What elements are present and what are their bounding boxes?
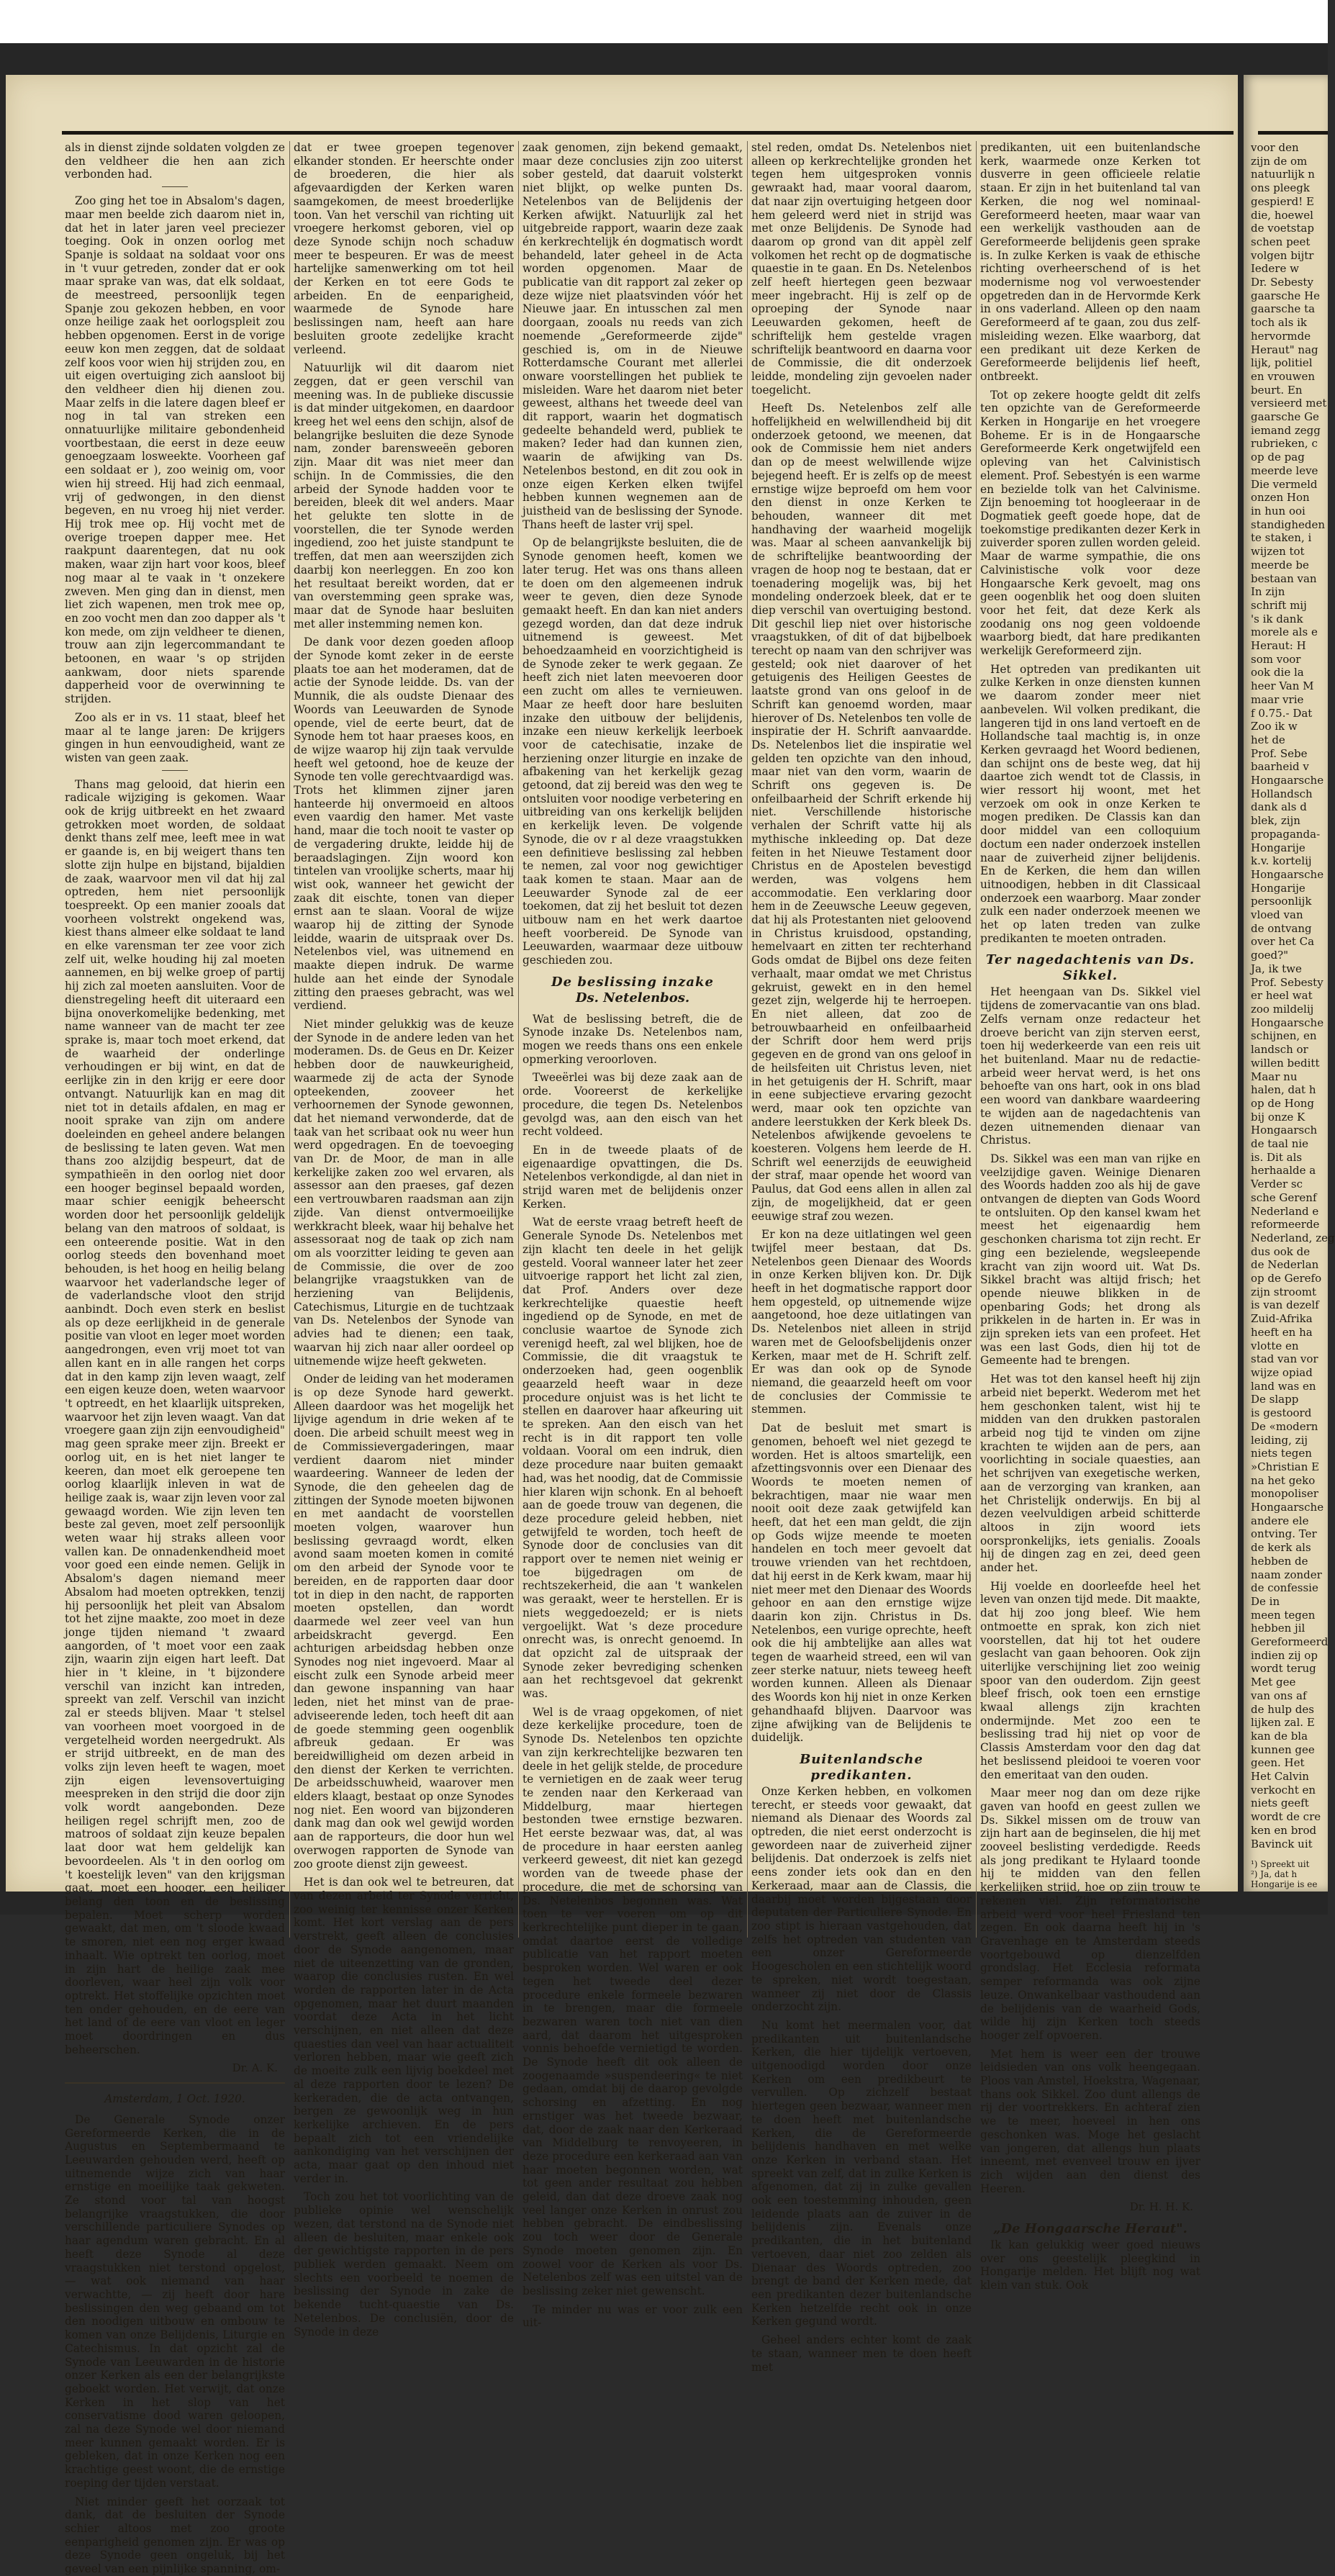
col4-paragraph: Heeft Ds. Netelenbos zelf alle hoffelijkheid en welwillendheid bij dit onderzoek getoond, we meenen, dat ook de Commissie hem niet anders dan op de meest welwillende wijze bejegend heeft. Er is zelfs op de meest ernstige wijze beproefd om hem voor den dienst in onze Kerken te behouden, wanneer dit met handhaving der waarheid mogelijk was. Maar al scheen aanvankelijk bij de schriftelijke beantwoording der vragen de hoop nog te bestaan, dat er toenadering mogelijk was, bij het mondeling onderzoek bleek, dat er te diep verschil van overtuiging bestond. Dit geschil liep niet over historische vraagstukken, of dit of dat bijbelboek terecht op naam van den schrijver was gesteld; ook niet daarover of het getuigenis des Heiligen Geestes de laatste grond van ons geloof in de Schrift kan genoemd worden, maar hierover of Ds. Netelenbos ten volle de inspiratie der H. Schrift aanvaardde. Ds. Netelenbos liet die inspiratie wel gelden ten opzichte van den inhoud, maar niet van den vorm, waarin de Schrift ons gegeven is. De onfeilbaarheid der Schrift erkende hij niet. Verschillende historische verhalen der Schrift vatte hij als mythische inkleeding op. Dat deze feiten in het Nieuwe Testament door Christus en de Apostelen bevestigd werden, was volgens hem accommodatie. Een verklaring door hem in de Zeeuwsche Leeuw gegeven, dat hij als Protestanten niet geloovend in Christus kruisdood, opstanding, hemelvaart en zitten ter rechterhand Gods omdat de Bijbel ons deze feiten verhaalt, maar omdat we met Christus gekruist, gewekt en in den hemel gezet zijn, welgerde hij te herroepen. En niet alleen, dat zoo de betrouwbaarheid en onfeilbaarheid der Schrift door hem werd prijs gegeven en de grond van ons geloof in de heilsfeiten uit Christus leven, niet in het getuigenis der H. Schrift, maar in eene subjectieve ervaring gezocht werd, maar ook ten opzichte van andere leerstukken der Kerk bleek Ds. Netelenbos afwijkende gevoelens te koesteren. Volgens hem leerde de H. Schrift wel eenerzijds de eeuwigheid der straf, maar opende het woord van Paulus, dat God eens allen in allen zal zijn, de mogelijkheid, dat er geen eeuwige straf zou wezen. bbox=[751, 402, 972, 1223]
col4-paragraph: stel reden, omdat Ds. Netelenbos niet alleen op kerkrechtelijke gronden het tegen hem uitgesproken vonnis gewraakt had, maar vooral daarom, dat naar zijn overtuiging hetgeen door hem geleerd werd niet in strijd was met onze Belijdenis. De Synode had daarom op grond van dit appèl zelf volkomen het recht op de dogmatische quaestie in te gaan. En Ds. Netelenbos zelf heeft hiertegen geen bezwaar meer ingebracht. Hij is zelf op de oproeping der Synode naar Leeuwarden gekomen, heeft de schriftelijk hem gestelde vragen schriftelijk beantwoord en daarna voor de Commissie, die dit onderzoek leidde, mondeling zijn gevoelen nader toegelicht. bbox=[751, 141, 972, 397]
col5-paragraph: Maar meer nog dan om deze rijke gaven van hoofd en geest zullen we Ds. Sikkel missen om de trouw van zijn hart aan de beginselen, die hij met zooveel beslisting verdedigde. Reeds als jong predikant te Hylaard toonde hij te midden van den fellen kerkelijken strijd, hoe op zijn trouw te rekenen viel. Zijn reformatorische arbeid werd voor heel Friesland ten zegen. En ook daarna heeft hij in 's Gravenhage en te Amsterdam steeds voortgebouwd op dienzelfden grondslag. Het Ecclesia reformata semper reformanda was ook zijne leuze. Onwankelbaar vasthoudend aan de belijdenis van de waarheid Gods, wilde hij zijn Kerken toch steeds hooger zelf opvoeren. bbox=[980, 1786, 1200, 2042]
fragment-line: hervormde bbox=[1251, 329, 1311, 343]
fragment-line: reformeerde bbox=[1251, 1218, 1320, 1231]
fragment-line: meerde leve bbox=[1251, 464, 1318, 477]
col1-paragraph: Thans mag gelooid, dat hierin een radicale wijziging is gekomen. Waar ook de krijg uitbreekt en het zwaard getrokken moet worden, de soldaat denkt thans zelf mee, leeft mee in wat er gaande is, en bij weigert thans ten slotte zijn hulpe en bijstand, bijaldien de zaak, waarvoor men vil dat hij zal optreden, hem niet persoonlijk toespreekt. Op een manier zooals dat voorheen volstrekt ongekend was, kiest thans almeer elke soldaat te land en elke varensman ter zee voor zich zelf uit, welke houding hij zal moeten aannemen, en bij welke groep of partij hij zich zal moeten aansluiten. Voor de dienstregeling heeft dit uiteraard een bijna onoverkomelijke bedenking, met name wanneer van de macht ter zee sprake is, maar toch moet erkend, dat de waarheid der onderlinge verhoudingen er bij wint, en dat de eerlijke zin in den krijg er eere door ontvangt. Natuurlijk kan en mag dit niet tot in details afdalen, en mag er nooit sprake van zijn om andere doeleinden en geheel andere belangen de beslissing te laten geven. Wat men thans zoo alzijdig bespeurt, dat de sympathieën in den oorlog niet door een hooger beginsel bepaald worden, maar schier eenigjk beheerscht worden door het persoonlijk geldelijk belang van den matroos of soldaat, is een onteerende positie. Wat in den oorlog steeds den bovenhand moet behouden, is het hoog en heilig belang waarvoor het vaderlandsche leger of de vaderlandsche vloot den strijd aanbindt. Doch even sterk en beslist als op deze eerlijkheid in de generale positie van vloot en leger moet worden aangedrongen, even vrij moet tot van allen kant en in alle rangen het corps dat in den kamp zijn leven waagt, zelf een eigen keuze doen, weten waarvoor 't optreedt, en het klaarlijk uitspreken, waarvoor het zijn leven waagt. Van dat vroegere gaan zijn zijn eenvoudigheid" mag geen sprake meer zijn. Breekt er oorlog uit, en is het niet langer te keeren, dan moet elk geroepene ten oorlog klaarlijk inleven in wat de heilige zaak is, waar zijn leven voor zal gewaagd worden. Wie zijn leven ten beste zal geven, moet zelf persoonlijk weten waar hij straks alleen voor vallen kan. De onnadenkendheid moet voor goed een einde nemen. Gelijk in Absalom's dagen niemand meer Absalom had moeten optrekken, tenzij hij persoonlijk het pleit van Absalom tot het zijne maakte, zoo moet in deze jonge tijden niemand 't zwaard aangorden, of 't moet voor een zaak zijn, waarin zijn eigen hart leeft. Dat hier in 't kleine, in 't bijzondere verschil van inzicht kan intreden, spreekt van zelf. Verschil van inzicht zal er steeds blijven. Maar 't stelsel van voorheen moet voorgoed in de vergetelheid worden neergedrukt. Als er strijd uitbreekt, en de man des volks zijn leven heeft te wagen, moet zijn eigen levensovertuiging meespreken in den strijd die door zijn volk wordt aangebonden. Deze heiligen regel schrijft men, zoo de matroos of soldaat zijn keuze bepalen laat door wat hem geldelijk kan bevoordeelen. Als 't in den oorlog om 't koestelijk leven" van den krijgsman gaat, moet een hooger, een heiliger belang den toon en de beslissing bepalen. Moet scherp worden gewaakt, dat men, om 't sloode kwaad te smoren, niet een nog erger kwaad inhaalt. Wie optrekt ten oorlog, moet in zijn hart de heilige zaak mee doorleven, waar heel zijn volk voor optrekt. Het stoffelijke opzichten moet ten onder gehouden, en de eere van het land of de eere van vloot en leger moet doordringen en dus beheerschen. bbox=[65, 777, 285, 2056]
col2-paragraph: De dank voor dezen goeden afloop der Synode komt zeker in de eerste plaats toe aan het moderamen, dat de actie der Synode leidde. Ds. van der Munnik, die als oudste Dienaar des Woords van Leeuwarden de Synode opende, viel de eerte beurt, dat de Synode hem tot haar praeses koos, en de wijze waarop hij zijn taak vervulde heeft wel getoond, hoe de keuze der Synode ten volle gerechtvaardigd was. Trots het klimmen zijner jaren hanteerde hij onvermoeid en altoos even vaardig den hamer. Met vaste hand, maar die toch nooit te vaster op de vergadering drukte, leidde hij de beraadslagingen. Zijn woord kon tintelen van vroolijke scherts, maar hij wist ook, wanneer het gewicht der zaak dit eischte, tonen van dieper ernst aan te slaan. Vooral de wijze waarop hij de zitting der Synode leidde, waarin de uitspraak over Ds. Netelenbos viel, was uitnemend en maakte diepen indruk. De warme hulde aan het einde der Synodale zitting den praeses gebracht, was wel verdiend. bbox=[294, 636, 514, 1013]
col2-paragraph: dat er twee groepen tegenover elkander stonden. Er heerschte onder de broederen, die hier als afgevaardigden der Kerken waren saamgekomen, de meest broederlijke toon. Van het verschil van richting uit vroegere herkomst geboren, viel op deze Synode schijn noch schaduw meer te bespeuren. Er was de meest hartelijke samenwerking om tot heil der Kerken en tot eere Gods te arbeiden. En de eenparigheid, waarmede de Synode hare beslissingen nam, heeft aan hare besluiten groote zedelijke kracht verleend. bbox=[294, 141, 514, 356]
column-rule bbox=[518, 141, 519, 1938]
adjacent-page-fragment bbox=[1244, 75, 1335, 1892]
fragment-line: persoonlijk bbox=[1251, 895, 1312, 908]
section-title: Buitenlandsche predikanten. bbox=[800, 1751, 923, 1783]
fragment-line: is gestoord bbox=[1251, 1406, 1312, 1420]
col5-paragraph: Ds. Sikkel was een man van rijke en veelzijdige gaven. Weinige Dienaren des Woords hadden zoo als hij de gave ontvangen de diepten van Gods Woord te ontsluiten. Op den kansel kwam het meest het eigenaardig hem geschonken charisma tot zijn recht. Er ging een bezielende, wegsleepende kracht van zijn woord uit. Wat Ds. Sikkel bracht was altijd frisch; het opende nieuwe blikken in de openbaring Gods; het drong als prikkelen in de harten in. Er was in zijn spreken iets van een profeet. Het was een last Gods, dien hij tot de Gemeente had te brengen. bbox=[980, 1152, 1200, 1368]
fragment-line: meen tegen bbox=[1251, 1608, 1316, 1622]
fragment-line: standigheden bbox=[1251, 518, 1326, 531]
fragment-line: wijze opiad bbox=[1251, 1365, 1313, 1379]
fragment-line: gespierd! E bbox=[1251, 194, 1314, 208]
fragment-line: wordt de cre bbox=[1251, 1810, 1321, 1824]
dateline: Amsterdam, 1 Oct. 1920. bbox=[104, 2092, 245, 2106]
fragment-line: naam zonder bbox=[1251, 1568, 1322, 1581]
fragment-line: gaarsche ta bbox=[1251, 302, 1316, 316]
col3-paragraph: Wat de eerste vraag betreft heeft de Generale Synode Ds. Netelenbos met zijn klacht ten deele in het gelijk gesteld. Vooral wanneer later het zeer uitvoerige rapport het licht zal zien, dat Prof. Anders over deze kerkrechtelijke quaestie heeft ingediend op de Synode, en met de conclusie waartoe de Synode zich verenigd heeft, zal wel blijken, hoe de Commissie, die dit vraagstuk te onderzoeken had, geen oogenblik geaarzeld heeft waar in deze procedure onjuist was is het licht te stellen en daarover haar afkeuring uit te spreken. Aan den eisch van het recht is in dit rapport ten volle voldaan. Vooral om een indruk, dien deze procedure naar buiten gemaakt had, was het noodig, dat de Commissie hier klaren wijn schonk. En al behoeft aan de goede trouw van degenen, die deze procedure geleid hebben, niet getwijfeld te worden, toch heeft de Synode door de conclusies van dit rapport over te nemen niet weinig er toe bijgedragen om de rechtszekerheid, die aan 't wankelen was geraakt, weer te herstellen. Er is niets weggedoezeld; er is niets vergoelijkt. Wat 's deze procedure onrecht was, is onrecht genoemd. In dat opzicht zal de uitspraak der Synode zeker bevrediging schenken aan het rechtsgevoel dat gekrenkt was. bbox=[522, 1216, 743, 1701]
fragment-line: natuurlijk n bbox=[1251, 168, 1315, 181]
fragment-line: de Nederlan bbox=[1251, 1258, 1319, 1272]
fragment-line: maar vrie bbox=[1251, 692, 1304, 706]
separator bbox=[162, 770, 188, 771]
column-2 bbox=[294, 141, 514, 2338]
fragment-line: Het Calvin bbox=[1251, 1770, 1309, 1784]
fragment-line: indien zij op bbox=[1251, 1648, 1318, 1662]
col5-paragraph: predikanten, uit een buitenlandsche kerk, waarmede onze Kerken tot dusverre in geen officieele relatie staan. Er zijn in het buitenland tal van Kerken, die nog wel nominaal-Gereformeerd heeten, maar waar van een werkelijk vasthouden aan de Gereformeerde belijdenis geen sprake is. In zulke Kerken is vaak de ethische richting overheerschend of is het modernisme nog vol verwoestender opgetreden dan in de Hervormde Kerk in ons vaderland. Alleen op den naam Gereformeerd af te gaan, zou dus zelf-misleiding wezen. Elke waarborg, dat een predikant uit deze Kerken de Gereformeerde belijdenis lief heeft, ontbreekt. bbox=[980, 141, 1200, 383]
fragment-line: De «modern bbox=[1251, 1419, 1318, 1433]
fragment-line: wijzen tot bbox=[1251, 545, 1305, 559]
fragment-line: op de Hong bbox=[1251, 1096, 1315, 1110]
fragment-line: kunnen gee bbox=[1251, 1743, 1315, 1756]
fragment-line: hebben de bbox=[1251, 1554, 1308, 1568]
fragment-line: versieerd met bbox=[1251, 397, 1327, 410]
fragment-line: De slapp bbox=[1251, 1393, 1299, 1406]
fragment-line: Iedere w bbox=[1251, 262, 1299, 276]
fragment-line: Ja, ik twe bbox=[1251, 962, 1302, 975]
article-signature: Dr. A. K. bbox=[232, 2061, 278, 2075]
fragment-line: k.v. kortelij bbox=[1251, 854, 1312, 868]
fragment-line: Hongaarsche bbox=[1251, 867, 1324, 881]
fragment-line: Heraut: H bbox=[1251, 639, 1306, 653]
fragment-line: Hongarije bbox=[1251, 881, 1305, 895]
column-1 bbox=[65, 141, 285, 2576]
fragment-line: Hongaarsch bbox=[1251, 1124, 1318, 1137]
fragment-line: vloed van bbox=[1251, 908, 1303, 922]
fragment-line: bestaan van bbox=[1251, 571, 1317, 585]
fragment-line: In zijn bbox=[1251, 585, 1285, 599]
fragment-line: monopoliser bbox=[1251, 1487, 1318, 1501]
fragment-line: ook die la bbox=[1251, 666, 1304, 679]
col4-paragraph: Geheel anders echter komt de zaak te staan, wanneer men te doen heeft met bbox=[751, 2333, 972, 2374]
footnotes bbox=[1251, 1859, 1323, 1889]
col3-paragraph: Wel is de vraag opgekomen, of niet deze kerkelijke procedure, toen de Synode Ds. Netelenbos ten opzichte van zijn kerkrechtelijke bezwaren ten deele in het gelijk stelde, de procedure te vernietigen en de zaak weer terug te zenden naar den Kerkeraad van Middelburg, maar hiertegen bestonden twee ernstige bezwaren. Het eerste bezwaar was, dat, al was de procedure in haar eersten aanleg verkeerd geweest, dit niet kan gezegd worden van de tweede phase der procedure, die met de schorsing van Ds. Netelenbos begonnen was. Wat toen te ver voeren om op dit kerkrechtelijke punt dieper in te gaan, omdat daartoe eerst de volledige publicatie van het rapport moeten besproken worden. Wel waren er ook tegen het tweede deel dezer procedure enkele formeele bezwaren in te brengen, maar die formeele bezwaren waren toch niet van dien aard, dat daarom het uitgesproken vonnis behoefde vernietigd te worden. De Synode heeft dit ook alleen de zoogenaamde »suspendeering« te niet gedaan, omdat bij de daarop gevolgde schorsing en afzetting. En nog ernstiger was het tweede bezwaar, dat, door de zaak naar den Kerkeraad van Middelburg te renvoyeeren, in deze procedure een kerkeraad aan van haar moeten begonnen worden, wat tot geen ander resultaat zou hebben geleid, dan dat deze droeve zaak nog veel langer onze Kerken in onrust zou hebben gebracht. De eindbeslissing zou toch weer door de Generale Synode moeten genomen zijn. En zoowel voor de Kerken als voor Ds. Netelenbos zelf was een uitstel van de beslissing zeker niet gewenscht. bbox=[522, 1705, 743, 2297]
fragment-line: Heraut" nag bbox=[1251, 343, 1318, 356]
fragment-line: op de Gerefo bbox=[1251, 1272, 1322, 1285]
fragment-line: vlotte en bbox=[1251, 1339, 1299, 1352]
fragment-line: ken en brod bbox=[1251, 1823, 1317, 1837]
fragment-line: leiding, zij bbox=[1251, 1433, 1308, 1447]
fragment-line: meerde be bbox=[1251, 558, 1309, 571]
fragment-line: som voor bbox=[1251, 652, 1301, 666]
col5-paragraph: Ik kan gelukkig weer goed nieuws over ons geestelijk pleegkind in Hongarije melden. Het blijft nog wat klein van stuk. Ook bbox=[980, 2238, 1200, 2292]
fragment-line: Verder sc bbox=[1251, 1178, 1303, 1191]
fragment-line: Gereformeerd bbox=[1251, 1635, 1329, 1649]
fragment-line: zijn stroomt bbox=[1251, 1285, 1316, 1298]
column-rule bbox=[976, 141, 977, 1938]
fragment-line: Hongaarsche bbox=[1251, 774, 1324, 787]
fragment-line: de ontvang bbox=[1251, 921, 1312, 935]
footnote-line: ²) Ja, dat h bbox=[1251, 1869, 1298, 1880]
fragment-line: dus ook de bbox=[1251, 1244, 1311, 1258]
col2-paragraph: Het is dan ook wel te betreuren, dat van dezen arbeid ter Synode verricht, zoo weinig ter kennisse onzer Kerken komt. Het kort verslag aan de pers verstrekt, geeft alleen de conclusies door de Synode aangenomen, maar niet de uiteenzetting van de gronden, waarop die conclusies rusten. En wel worden de rapporten later in de Acta opgenomen, maar het duurt maanden voordat deze Acta in het licht verschijnen, en niet alleen dat deze quaesties dan veel van haar actualiteit verloren hebben, maar wie geeft zich de moeite zulk een lijvig boekdeel met al deze rapporten door te lezen? De kerkeraden, die de acta ontvangen, bergen ze gewoonlijk weg in hun kerkelijke archieven. En de pers bepaalt zich tot een vriendelijke aankondiging van het verschijnen der acta, maar gaat op den inhoud niet verder in. bbox=[294, 1876, 514, 2185]
fragment-line: Zuid-Afrika bbox=[1251, 1312, 1313, 1326]
fragment-line: gaarsche He bbox=[1251, 289, 1321, 302]
fragment-line: beurt. En bbox=[1251, 383, 1303, 397]
col2-paragraph: Natuurlijk wil dit daarom niet zeggen, dat er geen verschil van meening was. In de publieke discussie is dat minder uitgekomen, en daardoor kreeg het wel eens den schijn, alsof de belangrijke besluiten die deze Synode nam, zonder barensweeën geboren zijn. Maar dit was niet meer dan schijn. In de Commissies, die den arbeid der Synode hadden voor te bereiden, bleek dit wel anders. Maar het gelukte ten slotte in de voorstellen, die ter Synode werden ingediend, zoo het juiste standpunt te treffen, dat men aan weerszijden zich daarbij kon neerleggen. En zoo kon het resultaat bereikt worden, dat er van overstemming geen sprake was, maar dat de Synode haar besluiten met aller instemming nemen kon. bbox=[294, 361, 514, 631]
fragment-line: er heel wat bbox=[1251, 989, 1313, 1003]
fragment-line: niets tegen bbox=[1251, 1447, 1312, 1460]
fragment-line: Nederland e bbox=[1251, 1204, 1319, 1218]
fragment-line: dank als d bbox=[1251, 800, 1307, 814]
fragment-line: de kerk als bbox=[1251, 1541, 1311, 1555]
fragment-line: Hollandsch bbox=[1251, 787, 1313, 800]
fragment-line: zoo mildelij bbox=[1251, 1003, 1314, 1016]
fragment-line: schijnen, en bbox=[1251, 1029, 1317, 1043]
col5-paragraph: Het was tot den kansel heeft hij zijn arbeid niet beperkt. Wederom met het hem geschonken talent, wist hij te midden van den drukken pastoralen arbeid nog tijd te vinden om zijne krachten te wijden aan de pers, aan voorlichting in sociale quaesties, aan het schrijven van exegetische werken, aan de verzorging van kranken, aan het Christelijk onderwijs. En bij al dezen veelvuldigen arbeid schitterde altoos in zijn woord iets oorspronkelijks, iets genialis. Zooals hij de dingen zag en zei, deed geen ander het. bbox=[980, 1373, 1200, 1575]
fragment-line: Hongarije bbox=[1251, 841, 1305, 854]
fragment-line: schrift mij bbox=[1251, 598, 1307, 612]
col3-paragraph: Tweeërlei was bij deze zaak aan de orde. Vooreerst de kerkelijke procedure, die tegen Ds. Netelenbos gevolgd was, aan den eisch van het recht voldeed. bbox=[522, 1071, 743, 1139]
fragment-line: niets geeft bbox=[1251, 1797, 1309, 1810]
fragment-line: voor den bbox=[1251, 141, 1299, 154]
separator bbox=[162, 186, 188, 187]
fragment-line: goed?" bbox=[1251, 949, 1289, 962]
fragment-line: kan de bla bbox=[1251, 1729, 1308, 1743]
fragment-line: onzen Hon bbox=[1251, 491, 1310, 505]
fragment-line: rubrieken, c bbox=[1251, 437, 1318, 451]
fragment-line: iemand zegg bbox=[1251, 423, 1321, 437]
col5-paragraph: Hij voelde en doorleefde heel het leven van onzen tijd mede. Dit maakte, dat hij zoo jong bleef. Wie hem ontmoette en sprak, kon zich niet voorstellen, dat hij tot het oudere geslacht van gaan behooren. Ook zijn uiterlijke verschijning liet zoo weinig spoor van den ouderdom. Zijn geest bleef frisch, ook toen een ernstige kwaal allengs zijn krachten ondermijnde. Met zoo een te beslissing trad hij niet op voor de Classis Amsterdam voor den dag dat het beslissend pleidooi te voeren voor den emeritaat van den ouden. bbox=[980, 1579, 1200, 1781]
col5-paragraph: Met hem is weer een der trouwe leidsieden van ons volk heengegaan. Ploos van Amstel, Hoekstra, Wagenaar, thans ook Sikkel. Zoo dunt allengs de rij der voortrekkers. En achteraf zien we te meer, hoeveel in hen ons geschonken was. Moge het geslacht van jongeren, dat allengs hun plaats inneemt, met evenveel trouw en ijver zich wijden aan den dienst des Heeren. bbox=[980, 2047, 1200, 2195]
newspaper-page bbox=[6, 75, 1238, 2576]
fragment-line: sche Gerenf bbox=[1251, 1190, 1317, 1204]
fragment-line: ontving. Ter bbox=[1251, 1527, 1317, 1541]
col1-intro: als in dienst zijnde soldaten volgden ze den veldheer die hen aan zich verbonden had. bbox=[65, 141, 285, 181]
fragment-line: 's ik dank bbox=[1251, 612, 1303, 625]
fragment-line: lijken zal. E bbox=[1251, 1716, 1315, 1730]
fragment-line: gaarsche Ge bbox=[1251, 410, 1319, 424]
section-subtitle: Ds. Netelenbos. bbox=[575, 990, 690, 1005]
fragment-line: de confessie bbox=[1251, 1581, 1318, 1595]
column-rule bbox=[747, 141, 748, 1938]
fragment-line: verkocht en bbox=[1251, 1783, 1316, 1797]
fragment-line: Die vermeld bbox=[1251, 477, 1318, 491]
fragment-line: op de pag bbox=[1251, 451, 1305, 464]
fragment-line: andere ele bbox=[1251, 1514, 1309, 1527]
col5-paragraph: Het heengaan van Ds. Sikkel viel tijdens de zomervacantie van ons blad. Zelfs vernam onze redacteur het droeve bericht van zijn sterven eerst, toen hij wederkeerde van een reis uit het buitenland. Maar nu de redactie-arbeid weer hervat werd, is het ons behoefte van ons hart, ook in ons blad een woord van dankbare waardeering te wijden aan de nagedachtenis van dezen uitnemenden dienaar van Christus. bbox=[980, 985, 1200, 1147]
footnote-line: ¹) Spreekt uit bbox=[1251, 1859, 1310, 1870]
fragment-line: stad van vor bbox=[1251, 1352, 1318, 1366]
fragment-line: de taal nie bbox=[1251, 1137, 1309, 1151]
fragment-line: heer Van M bbox=[1251, 679, 1314, 693]
fragment-line: schen peet bbox=[1251, 235, 1311, 248]
fragment-line: Nederland, zeg bbox=[1251, 1231, 1335, 1244]
fragment-line: Prof. Sebesty bbox=[1251, 975, 1323, 989]
col3-paragraph: Op de belangrijkste besluiten, die de Synode genomen heeft, komen we later terug. Het was ons thans alleen te doen om den algemeenen indruk weer te geven, dien deze Synode gemaakt heeft. En dan kan niet anders gezegd worden, dan dat deze indruk uitnemend is geweest. Met behoedzaamheid en voorzichtigheid is de Synode zeker te werk gegaan. Ze heeft zich niet laten meevoeren door een zucht om alles te vernieuwen. Maar ze heeft door hare besluiten inzake den uitbouw der belijdenis, inzake een nieuw kerkelijk leerboek voor de catechisatie, inzake de herziening onzer liturgie en inzake de afbakening van het kerkelijk gezag getoond, dat zij bereid was den weg te ontsluiten voor noodige verbetering en uitbreiding van ons kerkelijk belijden en kerkelijk leven. De volgende Synode, die ov r al deze vraagstukken een definitieve beslissing zal hebben te nemen, zal voor nog gewichtiger taak komen te staan. Maar aan de Leeuwarder Synode zal de eer toekomen, dat zij het besluit tot dezen uitbouw nam en het werk daartoe heeft voorbereid. De Synode van Leeuwarden, waarmaar deze uitbouw geschieden zou. bbox=[522, 536, 743, 967]
col5-paragraph: Tot op zekere hoogte geldt dit zelfs ten opzichte van de Gereformeerde Kerken in Hongarije en het vroegere Boheme. Er is in de Hongaarsche Gereformeerde Kerk ongetwijfeld een opleving van het Calvinistisch element. Prof. Sebestyén is een warme en bezielde tolk van het Calvinisme. Zijn benoeming tot hoogleeraar in de Dogmatiek geeft goede hope, dat de toekomstige predikanten dezer Kerk in zuiverder sporen zullen worden geleid. Maar de warme sympathie, die ons Calvinistische volk voor deze Hongaarsche Kerk gevoelt, mag ons geen oogenblik het oog doen sluiten voor het feit, dat deze Kerk als zoodanig ons nog geen voldoende waarborg biedt, dat hare predikanten werkelijk Gereformeerd zijn. bbox=[980, 388, 1200, 658]
column-rule bbox=[289, 141, 290, 1938]
fragment-line: blek, zijn bbox=[1251, 814, 1300, 828]
col2-paragraph: Toch zou het tot voorlichting van de publieke opinie wel wenschelijk wezen, dat terstond na de Synode niet alleen de besluiten, maar enkele ook der gewichtigste rapporten in de pers publiek werden gemaakt. Neem om slechts een voorbeeld te noemen de beslissing der Synode in zake de bekende tucht-quaestie van Ds. Netelenbos. De conclusiën, door de Synode in deze bbox=[294, 2190, 514, 2338]
fragment-line: het de bbox=[1251, 733, 1285, 746]
fragment-line: Maar nu bbox=[1251, 1070, 1298, 1083]
col3-paragraph: Wat de beslissing betreft, die de Synode inzake Ds. Netelenbos nam, mogen we reeds thans ons een enkele opmerking veroorloven. bbox=[522, 1012, 743, 1066]
fragment-line: zijn de om bbox=[1251, 154, 1308, 168]
fragment-line: »Christian E bbox=[1251, 1460, 1320, 1473]
top-rule bbox=[1258, 131, 1328, 135]
fragment-line: van ons af bbox=[1251, 1689, 1307, 1702]
scan-top-margin bbox=[0, 0, 1328, 43]
col3-paragraph: zaak genomen, zijn bekend gemaakt, maar deze conclusies zijn zoo uiterst sober gesteld, dat daaruit volsterkt niet blijkt, op welke punten Ds. Netelenbos van de Belijdenis der Kerken afwijkt. Natuurlijk zal het uitgebreide rapport, waarin deze zaak én kerkrechtelijk én dogmatisch wordt behandeld, later geheel in de Acta worden opgenomen. Maar de publicatie van dit rapport zal zeker op deze wijze niet plaatsvinden vóór het Nieuwe jaar. En intusschen zal men doorgaan, zooals nu reeds van zich noemende „Gereformeerde zijde" geschied is, om in de Nieuwe Rotterdamsche Courant met allerlei onware voorstellingen het publiek te misleiden. Ware het daarom niet beter geweest, althans het tweede deel van dit rapport, waarin het dogmatisch gedeelte behandeld werd, publiek te maken? Ieder had dan kunnen zien, waarin de afwijking van Ds. Netelenbos bestond, en dit zou ook in onze eigen Kerken elken twijfel hebben kunnen wegnemen aan de juistheid van de beslissing der Synode. Thans heeft de laster vrij spel. bbox=[522, 141, 743, 531]
fragment-line: Dr. Sebesty bbox=[1251, 276, 1313, 289]
fragment-line: de hulp des bbox=[1251, 1702, 1314, 1716]
fragment-line: halen, dat h bbox=[1251, 1083, 1316, 1097]
fragment-line: geen. Het bbox=[1251, 1756, 1305, 1770]
fragment-line: De in bbox=[1251, 1594, 1280, 1608]
article-signature: Dr. H. H. K. bbox=[1129, 2200, 1193, 2214]
fragment-line: Met gee bbox=[1251, 1676, 1296, 1689]
fragment-line: die, hoewel bbox=[1251, 208, 1313, 222]
column-5 bbox=[980, 141, 1200, 2292]
column-3 bbox=[522, 141, 743, 2330]
fragment-line: over het Ca bbox=[1251, 935, 1315, 949]
fragment-line: baarheid v bbox=[1251, 760, 1309, 774]
article-divider bbox=[65, 2082, 285, 2084]
fragment-line: hebben jil bbox=[1251, 1622, 1305, 1635]
col3-paragraph: Te minder nu was er voor zulk een uit- bbox=[522, 2302, 743, 2330]
fragment-line: f 0.75.- Dat bbox=[1251, 706, 1313, 720]
section-title: De beslissing inzake bbox=[551, 974, 714, 990]
col2-paragraph: Onder de leiding van het moderamen is op deze Synode hard gewerkt. Alleen daardoor was het mogelijk het lijvige agendum in drie weken af te doen. Die arbeid schuilt meest weg in de Commissievergaderingen, maar verdient daarom niet minder waardeering. Wanneer de leden der Synode, die den geheelen dag de zittingen der Synode moeten bijwonen en met aandacht de voorstellen moeten volgen, waarover hun beslissing gevraagd wordt, elken avond saam moeten komen in comité om den arbeid der Synode voor te bereiden, en de rapporten daar door tot in diep in den nacht, de rapporten moeten opstellen, dan wordt daarmede wel zeer veel van hun arbeidskracht gevergd. Een achturigen arbeidsdag hebben onze Synodes nog niet ingevoerd. Maar al eischt zulk een Synode arbeid meer dan gewone inspanning van haar leden, niet het minst van de prae-adviseerende leden, toch heeft dit aan de goede stemming geen oogenblik afbreuk gedaan. Er was bereidwilligheid om dezen arbeid in den dienst der Kerken te verrichten. De arbeidsschuwheid, waarover men elders klaagt, bestaat op onze Synodes nog niet. Een woord van bijzonderen dank mag dan ook wel gewijd worden aan de rapporteurs, die door hun wel overwogen rapporten de Synode van zoo groote dienst zijn geweest. bbox=[294, 1373, 514, 1871]
col3-paragraph: En in de tweede plaats of de eigenaardige opvattingen, die Ds. Netelenbos verkondigde, al dan niet in strijd waren met de belijdenis onzer Kerken. bbox=[522, 1143, 743, 1211]
fragment-line: volgen bijtr bbox=[1251, 248, 1314, 262]
col1-paragraph: Zoo ging het toe in Absalom's dagen, maar men beelde zich daarom niet in, dat het in later jaren veel preciezer toeging. Ook in onzen oorlog met Spanje is soldaat na soldaat voor ons in 't vuur getreden, zonder dat er ook maar sprake van was, dat elk soldaat, de meestreed, persoonlijk tegen Spanje zou gekozen hebben, en voor onze heilige zaak het oorlogspleit zou hebben opgenomen. Eerst in de vorige eeuw kon men zeggen, dat de soldaat zelf koos voor wien hij strijden zou, en uit eigen overtuiging zich aansloot bij den veldheer dien hij dienen zou. Maar zelfs in die latere dagen bleef er nog in tal van streken een onnatuurlijke militaire gebondenheid voortbestaan, die eerst in deze eeuw genoegzaam losweekte. Voorheen gaf een soldaat er ), zoo weinig om, voor wien hij streed. Hij had zich eenmaal, vrij of gedwongen, in den dienst begeven, en nu vroeg hij niet verder. Hij trok mee op. Hij vocht met de overige troepen dapper mee. Het raakpunt daarentegen, dat nu ook maken, waar zijn hart voor koos, bleef nog maar al te vaak in 't onzekere zweven. Men ging dan in dienst, men liet zich wapenen, men trok mee op, en zoo vocht men dan zoo dapper als 't kon mede, om zijn veldheer te dienen, trouw aan zijn legercommandant te betoonen, en waar 's op strijden aankwam, door niets sparende dapperheid voor de overwinning te strijden. bbox=[65, 194, 285, 706]
fragment-line: de voetstap bbox=[1251, 222, 1314, 235]
fragment-line: herhaalde a bbox=[1251, 1164, 1316, 1178]
adjacent-column bbox=[1251, 141, 1335, 1890]
fragment-line: is van dezelf bbox=[1251, 1298, 1319, 1312]
col1-paragraph: Zoo als er in vs. 11 staat, bleef het maar al te lange jaren: De krijgers gingen in hun eenvoudigheid, want ze wisten van geen zaak. bbox=[65, 710, 285, 764]
col1-paragraph: Niet minder geeft het oorzaak tot dank, dat de besluiten der Synode schier altoos met zoo groote eenparigheid genomen zijn. Er was op deze Synode geen ongeluk, bij het geveel van een pijnlijke spanning, om- bbox=[65, 2495, 285, 2576]
column-4 bbox=[751, 141, 972, 2374]
top-rule bbox=[62, 131, 1234, 135]
fragment-line: toch als ik bbox=[1251, 316, 1307, 330]
fragment-line: propaganda- bbox=[1251, 827, 1321, 841]
fragment-line: landsch or bbox=[1251, 1043, 1308, 1057]
fragment-line: in hun ooi bbox=[1251, 504, 1305, 518]
fragment-line: Hongaarsche bbox=[1251, 1016, 1324, 1029]
fragment-line: wordt terug bbox=[1251, 1662, 1316, 1676]
col5-paragraph: Het optreden van predikanten uit zulke Kerken in onze diensten kunnen we daarom zonder meer niet aanbevelen. Wil volken predikant, die langeren tijd in ons land vertoeft en de Hollandsche taal machtig is, in onze Kerken gevraagd het Woord bedienen, dan schijnt ons de beste weg, dat hij daartoe zich wendt tot de Classis, in wier ressort hij woont, met het verzoek om ook in onze Kerken te mogen prediken. De Classis kan dan door middel van een colloquium doctum een nader onderzoek instellen naar de zuiverheid zijner belijdenis. En de Kerken, die hem dan willen uitnoodigen, hebben in dit Classicaal onderzoek een waarborg. Maar zonder zulk een nader onderzoek meenen we het op laten treden van zulke predikanten te moeten ontraden. bbox=[980, 662, 1200, 945]
fragment-line: morele als e bbox=[1251, 625, 1318, 639]
fragment-line: lijk, politiel bbox=[1251, 356, 1313, 370]
fragment-line: en vrouwen bbox=[1251, 369, 1316, 383]
fragment-line: ons pleegk bbox=[1251, 181, 1311, 195]
fragment-line: Hongaarsche bbox=[1251, 1501, 1324, 1514]
fragment-line: land was en bbox=[1251, 1379, 1316, 1393]
fragment-line: na het geko bbox=[1251, 1473, 1316, 1487]
section-title: Ter nagedachtenis van Ds. Sikkel. bbox=[985, 952, 1195, 984]
fragment-line: Zoo ik w bbox=[1251, 720, 1298, 733]
fragment-line: bij onze K bbox=[1251, 1110, 1305, 1124]
col1-paragraph: De Generale Synode onzer Gereformeerde Kerken, die in de Augustus en Septembermaand te Leeuwarden gehouden werd, heeft op uitnemende wijze zich van haar ernstige en moeilijke taak gekweten. Ze stond voor tal van hoogst belangrijke vraagstukken, die door verschillende particuliere Synodes op haar agendum waren gebracht. En al heeft deze Synode al deze vraagstukken niet terstond opgelost, — wat ook niemand van haar verwachtte, — zij heeft door hare beslissingen den weg gebaand om tot den noodigen uitbouw en ombouw te komen van onze Belijdenis, Liturgie en Catechismus. In dat opzicht zal de Synode van Leeuwarden in de historie onzer Kerken als een der belangrijkste geboekt worden. Het verwijt, dat onze Kerken in het slop van het conservatisme dood waren geloopen, zal na deze Synode wel door niemand meer kunnen gemaakt worden. Er is gebleken, dat in onze Kerken nog een krachtige geest woont, die de ernstige roeping der tijden verstaat. bbox=[65, 2112, 285, 2490]
fragment-line: Prof. Sebe bbox=[1251, 746, 1308, 760]
col4-paragraph: Er kon na deze uitlatingen wel geen twijfel meer bestaan, dat Ds. Netelenbos geen Dienaar des Woords in onze Kerken blijven kon. Dr. Dijk heeft in het dogmatische rapport door hem opgesteld, op uitnemende wijze aangetoond, hoe deze uitlatingen van Ds. Netelenbos niet alleen in strijd waren met de Geloofsbelijdenis onzer Kerken, maar met de H. Schrift zelf. Er was dan ook op de Synode niemand, die geaarzeld heeft om voor de conclusies der Commissie te stemmen. bbox=[751, 1228, 972, 1416]
col4-paragraph: Nu komt het meermalen voor, dat predikanten uit buitenlandsche Kerken, die hier tijdelijk vertoeven, uitgenoodigd worden door onze Kerken om een predikbeurt te vervullen. Op zichzelf bestaat hiertegen geen bezwaar, wanneer men te doen heeft met buitenlandsche Kerken, die de Gereformeerde belijdenis handhaven en met welke onze Kerken in verband staan. Het spreekt van zelf, dat in zulke Kerken is afgenomen, dat zij in zulke gevallen ook een toestemming inhouden, geen leidende plaats aan de zuiver in de belijdenis zijn. Evenals onze predikanten, die in het buitenland vertoeven, daar niet zoo zelden als Dienaar des Woords optreden, zoo brengt de band der Kerken mede, dat een predikanten dezer buitenlandsche Kerken hetzelfde recht ook in onze Kerken gegund wordt. bbox=[751, 2018, 972, 2328]
fragment-line: Bavinck uit bbox=[1251, 1837, 1313, 1850]
col4-paragraph: Onze Kerken hebben, en volkomen terecht, er steeds voor gewaakt, dat niemand als Dienaar des Woords zal optreden, die niet eerst onderzocht is gewordeen naar de zuiverheid zijner belijdenis. Dat onderzoek is zelfs niet eens zonder iets ook dan en den Kerkeraad, maar aan de Classis, die daarbij moet worden bijgestaan door deputaten der Particuliere Synode. En zoo stipt is hieraan vastgehouden, dat zelfs het optreden van studenten van een onzer Gereformeerde Hoogescholen en een stichtelijk woord te spreken, niet wordt toegestaan, wanneer zij niet door de Classis onderzocht zijn. bbox=[751, 1784, 972, 2014]
fragment-line: is. Dit als bbox=[1251, 1150, 1303, 1164]
col2-paragraph: Niet minder gelukkig was de keuze der Synode in de andere leden van het moderamen. Ds. de Geus en Dr. Keizer hebben door de nauwkeurigheid, waarmede zij de acta der Synode opteekenden, zooveer het verhoornemen der Synode gewonnen, dat het niemand verwonderde, dat de taak van het scribaat ook nu weer hun werd opgedragen. En de toevoeging van Dr. de Moor, de man in alle kerkelijke zaken zoo wel ervaren, als assessor aan den praeses, gaf dezen een vertrouwbaren raadsman aan zijn zijde. Van dienst ontvermoeilijke werkkracht bleek, waar hij behalve het assessoraat nog de taak op zich nam om als voorzitter leiding te geven aan de Commissie, die over de zoo belangrijke vraagstukken van de herziening van Belijdenis, Catechismus, Liturgie en de tuchtzaak van Ds. Netelenbos der Synode van advies had te dienen; een taak, waarvan hij zich naar aller oordeel op uitnemende wijze heeft gekweten. bbox=[294, 1018, 514, 1368]
fragment-line: te staken, i bbox=[1251, 531, 1312, 545]
fragment-line: heeft en ha bbox=[1251, 1325, 1313, 1339]
footnote-line: Hongarije is ee bbox=[1251, 1879, 1318, 1890]
fragment-line: willen beditt bbox=[1251, 1056, 1320, 1070]
section-title: „De Hongaarsche Heraut". bbox=[993, 2221, 1187, 2237]
col4-paragraph: Dat de besluit met smart is genomen, behoeft wel niet gezegd te worden. Het is altoos smartelijk, een afzettingsvonnis over een Dienaar des Woords te moeten nemen of bekrachtigen, maar nie waar men nooit ooit deze zaak getwijfeld kan heeft, dat het een man geldt, die zijn op Gods wijze meende te moeten handelen en toch meer gevoelt dat trouwe vrienden van het rechtdoen, dat hij eerst in de Kerk kwam, maar hij niet meer met den Dienaar des Woords gehoor en aan den ernstige wijze daarin kon zijn. Christus in Ds. Netelenbos, een vurige oprechte, heeft ook die hij ambtelijke aan alles wat tegen de waarheid streed, een wil van zeer sterke natuur, niets teweeg heeft worden kunnen. Alleen als Dienaar des Woords kon hij niet in onze Kerken gehandhaafd blijven. Daarvoor was zijne afwijking van de Belijdenis te duidelijk. bbox=[751, 1422, 972, 1745]
